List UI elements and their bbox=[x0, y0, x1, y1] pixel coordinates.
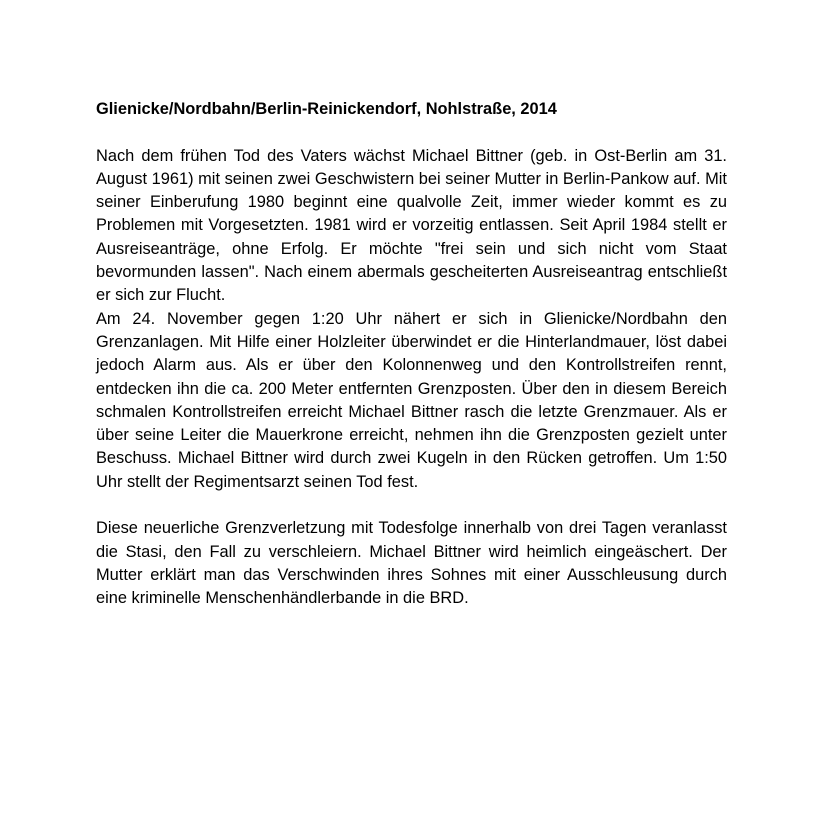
paragraph-cover-up: Diese neuerliche Grenzverletzung mit Todesfolge innerhalb von drei Tagen veranlasst die Stasi, den Fall zu verschleiern. Michael Bittner wird heimlich eingeäschert. Der Mutter erklärt man das Verschwinden ihres Sohnes mit einer Ausschleusung durch eine kriminelle Menschenhändlerbande in die BRD. bbox=[96, 519, 727, 608]
paragraph-biography: Nach dem frühen Tod des Vaters wächst Michael Bittner (geb. in Ost-Berlin am 31. August 1961) mit seinen zwei Geschwistern bei seiner Mutter in Berlin-Pankow auf. Mit seiner Einberufung 1980 beginnt eine qualvolle Zeit, immer wieder kommt es zu Problemen mit Vorgesetzten. 1981 wird er vorzeitig entlassen. Seit April 1984 stellt er Ausreiseanträge, ohne Erfolg. Er möchte "frei sein und sich nicht vom Staat bevormunden lassen". Nach einem abermals gescheiterten Ausreiseantrag entschließt er sich zur Flucht. bbox=[96, 146, 727, 305]
paragraph-escape-attempt: Am 24. November gegen 1:20 Uhr nähert er sich in Glienicke/Nordbahn den Grenzanlagen. Mit Hilfe einer Holzleiter überwindet er die Hinterlandmauer, löst dabei jedoch Alarm aus. Als er über den Kolonnenweg und den Kontrollstreifen rennt, entdecken ihn die ca. 200 Meter entfernten Grenzposten. Über den in diesem Bereich schmalen Kontrollstreifen erreicht Michael Bittner rasch die letzte Grenzmauer. Als er über seine Leiter die Mauerkrone erreicht, nehmen ihn die Grenzposten gezielt unter Beschuss. Michael Bittner wird durch zwei Kugeln in den Rücken getroffen. Um 1:50 Uhr stellt der Regimentsarzt seinen Tod fest. bbox=[96, 309, 727, 491]
document-body bbox=[96, 98, 727, 611]
document-title: Glienicke/Nordbahn/Berlin-Reinickendorf, Nohlstraße, 2014 bbox=[96, 100, 557, 118]
paragraph-spacer bbox=[96, 494, 727, 517]
